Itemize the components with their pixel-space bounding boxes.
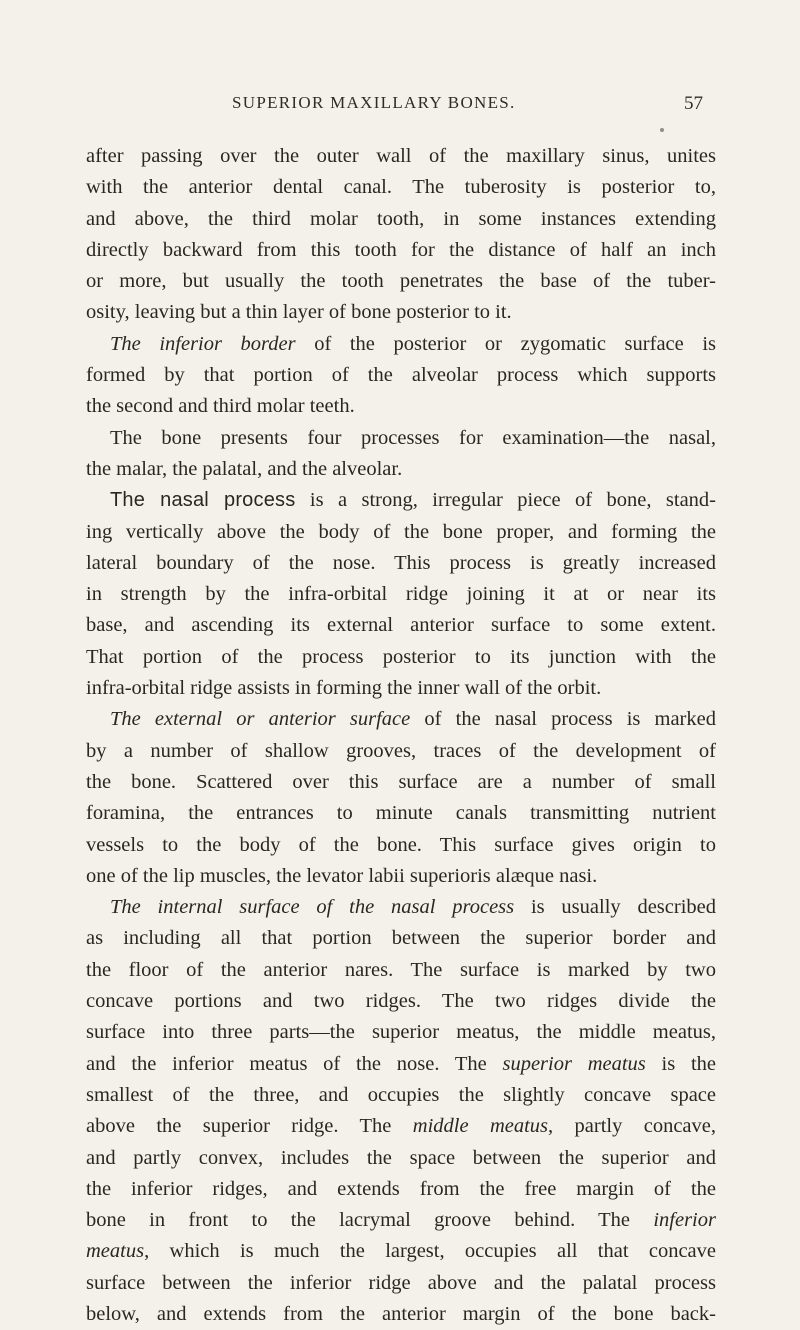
line-text: is a strong, irregular piece of bone, stand-	[295, 489, 716, 512]
text-line	[86, 1174, 716, 1205]
italic-term: middle meatus	[412, 1115, 549, 1138]
text-line	[86, 798, 716, 829]
text-line	[86, 548, 716, 579]
italic-term: meatus	[86, 1240, 145, 1263]
line-text: directly backward from this tooth for the distance of half an inch	[86, 238, 716, 261]
italic-term: The internal surface of the nasal process	[110, 896, 515, 919]
line-text: formed by that portion of the alveolar process which supports	[86, 364, 716, 387]
italic-term: The inferior border	[110, 332, 296, 355]
line-text: smallest of the three, and occupies the slightly concave space	[86, 1083, 716, 1106]
line-text: the floor of the anterior nares. The surface is marked by two	[86, 958, 716, 981]
line-text: one of the lip muscles, the levator labii superioris alæque nasi.	[86, 864, 598, 887]
text-line	[86, 423, 716, 454]
text-line	[86, 297, 716, 328]
line-text: and above, the third molar tooth, in some instances extending	[86, 207, 716, 230]
line-text: and partly convex, includes the space between the superior and	[86, 1146, 716, 1169]
text-line	[86, 1017, 716, 1048]
line-text: of the posterior or zygomatic surface is	[295, 332, 716, 355]
line-text: or more, but usually the tooth penetrates the base of the tuber-	[86, 270, 716, 293]
line-text: after passing over the outer wall of the maxillary sinus, unites	[86, 145, 716, 167]
text-line	[86, 955, 716, 986]
text-line	[86, 141, 716, 172]
text-line	[86, 642, 716, 673]
text-line	[86, 579, 716, 610]
line-text: is the	[645, 1052, 717, 1075]
text-line	[86, 204, 716, 235]
line-text: the second and third molar teeth.	[86, 395, 355, 418]
italic-term: inferior	[653, 1209, 716, 1232]
text-line	[86, 736, 716, 767]
text-line	[86, 172, 716, 203]
text-line	[86, 1268, 716, 1299]
italic-term: The external or anterior surface	[110, 708, 411, 731]
line-text: concave portions and two ridges. The two ridges divide the	[86, 990, 716, 1013]
text-line	[86, 986, 716, 1017]
text-line	[86, 1143, 716, 1174]
text-line	[86, 235, 716, 266]
text-line	[86, 266, 716, 297]
text-line	[86, 1205, 716, 1236]
line-text: surface between the inferior ridge above and the palatal process	[86, 1271, 716, 1294]
text-line	[86, 861, 716, 892]
line-text: above the superior ridge. The	[86, 1115, 413, 1138]
line-text: the bone. Scattered over this surface are a number of small	[86, 770, 716, 793]
italic-term: superior meatus	[502, 1052, 646, 1075]
line-text: the malar, the palatal, and the alveolar.	[86, 457, 403, 480]
line-text: of the nasal process is marked	[410, 708, 716, 731]
line-text: osity, leaving but a thin layer of bone posterior to it.	[86, 301, 512, 324]
line-text: infra-orbital ridge assists in forming the inner wall of the orbit.	[86, 677, 602, 700]
text-line	[86, 923, 716, 954]
text-line	[86, 830, 716, 861]
line-text: as including all that portion between the superior border and	[86, 927, 716, 950]
text-line	[86, 1299, 716, 1330]
line-text: by a number of shallow grooves, traces of the development of	[86, 739, 716, 762]
text-line	[86, 485, 716, 516]
running-head	[0, 93, 800, 121]
line-text: the inferior ridges, and extends from the free margin of the	[86, 1177, 716, 1200]
line-text: surface into three parts—the superior meatus, the middle meatus,	[86, 1021, 716, 1044]
line-text: ing vertically above the body of the bone proper, and forming the	[86, 520, 716, 543]
text-line	[86, 704, 716, 735]
section-heading: The nasal process	[110, 489, 296, 512]
page-number: 57	[684, 93, 703, 114]
text-line	[86, 892, 716, 923]
running-title: SUPERIOR MAXILLARY BONES.	[232, 93, 516, 112]
line-text: foramina, the entrances to minute canals transmitting nutrient	[86, 802, 716, 825]
line-text: below, and extends from the anterior margin of the bone back-	[86, 1302, 716, 1325]
ink-speck	[660, 128, 664, 132]
line-text: and the inferior meatus of the nose. The	[86, 1052, 503, 1075]
line-text: in strength by the infra-orbital ridge joining it at or near its	[86, 583, 716, 606]
line-text: lateral boundary of the nose. This process is greatly increased	[86, 551, 716, 574]
text-line	[86, 1236, 716, 1267]
text-line	[86, 1049, 716, 1080]
text-line	[86, 610, 716, 641]
body-text	[86, 141, 716, 1330]
line-text: , partly concave,	[548, 1115, 716, 1138]
text-line	[86, 454, 716, 485]
line-text: bone in front to the lacrymal groove behind. The	[86, 1209, 654, 1232]
line-text: The bone presents four processes for examination—the nasal,	[110, 426, 716, 449]
line-text: , which is much the largest, occupies all that concave	[144, 1240, 716, 1263]
line-text: That portion of the process posterior to its junction with the	[86, 645, 716, 668]
text-line	[86, 391, 716, 422]
line-text: is usually described	[514, 896, 716, 919]
line-text: vessels to the body of the bone. This surface gives origin to	[86, 833, 716, 856]
text-line	[86, 360, 716, 391]
line-text: base, and ascending its external anterior surface to some extent.	[86, 614, 716, 637]
text-line	[86, 329, 716, 360]
text-line	[86, 1111, 716, 1142]
text-line	[86, 767, 716, 798]
text-line	[86, 673, 716, 704]
text-line	[86, 1080, 716, 1111]
text-line	[86, 517, 716, 548]
line-text: with the anterior dental canal. The tuberosity is posterior to,	[86, 176, 716, 199]
